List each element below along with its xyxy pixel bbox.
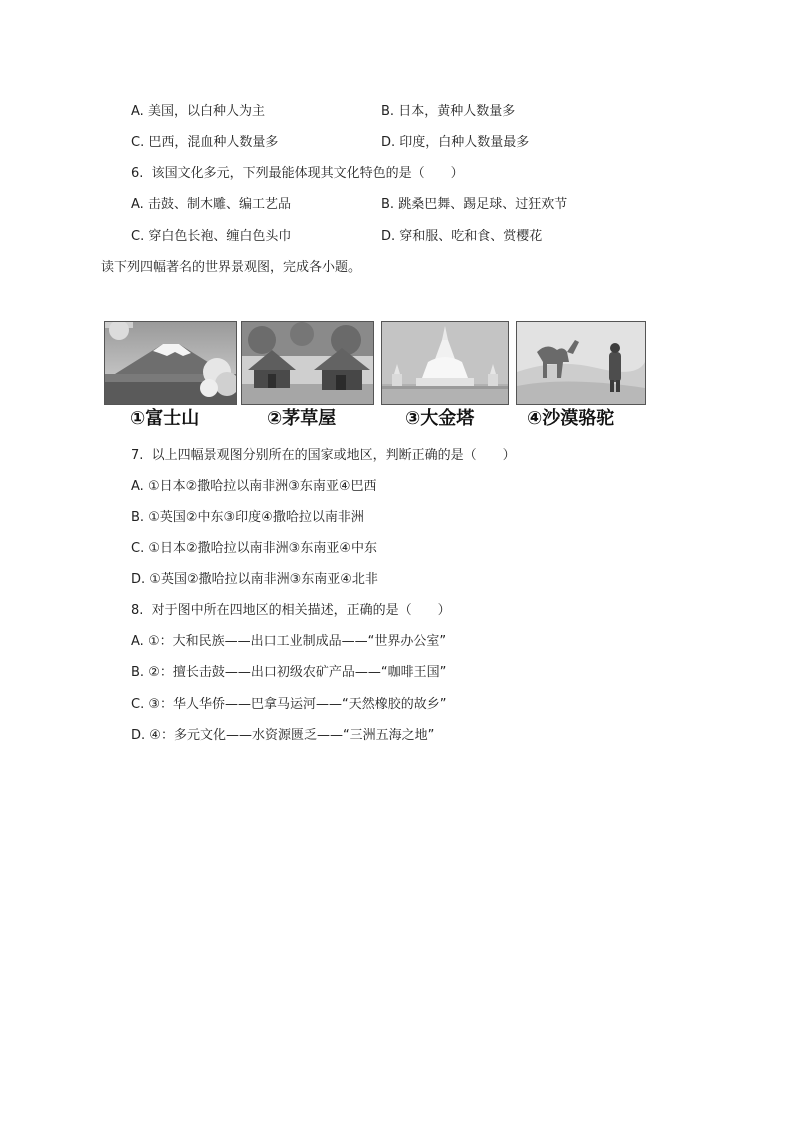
q6-option-d: D. 穿和服、吃和食、赏樱花: [381, 229, 543, 244]
landscape-photo-strip: [104, 321, 644, 405]
photo-caption-3: ③大金塔: [405, 408, 475, 429]
q6-stem: 6. 该国文化多元，下列最能体现其文化特色的是（ ）: [131, 166, 464, 181]
q8-option-a: A. ①：大和民族——出口工业制成品——“世界办公室”: [131, 634, 447, 649]
q6-option-c: C. 穿白色长袍、缠白色头巾: [131, 229, 292, 244]
q5-option-c: C. 巴西，混血种人数量多: [131, 135, 279, 150]
q8-option-c: C. ③：华人华侨——巴拿马运河——“天然橡胶的故乡”: [131, 697, 447, 712]
q6-option-a: A. 击鼓、制木雕、编工艺品: [131, 197, 291, 212]
q7-option-d: D. ①英国②撒哈拉以南非洲③东南亚④北非: [131, 572, 378, 587]
mount-fuji-photo: [104, 321, 237, 405]
q5-option-d: D. 印度，白种人数量最多: [381, 135, 530, 150]
q8-option-d: D. ④：多元文化——水资源匮乏——“三洲五海之地”: [131, 728, 435, 743]
photo-caption-2: ②茅草屋: [267, 408, 337, 429]
thatched-huts-photo: [241, 321, 374, 405]
q8-option-b: B. ②：擅长击鼓——出口初级农矿产品——“咖啡王国”: [131, 665, 447, 680]
photo-caption-1: ①富士山: [130, 408, 200, 429]
q8-stem: 8. 对于图中所在四地区的相关描述，正确的是（ ）: [131, 603, 451, 618]
desert-camel-photo: [516, 321, 646, 405]
section-intro: 读下列四幅著名的世界景观图，完成各小题。: [101, 260, 362, 275]
q7-stem: 7. 以上四幅景观图分别所在的国家或地区，判断正确的是（ ）: [131, 448, 516, 463]
q7-option-c: C. ①日本②撒哈拉以南非洲③东南亚④中东: [131, 541, 377, 556]
q6-option-b: B. 跳桑巴舞、踢足球、过狂欢节: [381, 197, 568, 212]
photo-caption-4: ④沙漠骆驼: [527, 408, 615, 429]
q7-option-b: B. ①英国②中东③印度④撒哈拉以南非洲: [131, 510, 364, 525]
q7-option-a: A. ①日本②撒哈拉以南非洲③东南亚④巴西: [131, 479, 377, 494]
q5-option-b: B. 日本，黄种人数量多: [381, 104, 516, 119]
golden-pagoda-photo: [381, 321, 509, 405]
q5-option-a: A. 美国，以白种人为主: [131, 104, 265, 119]
